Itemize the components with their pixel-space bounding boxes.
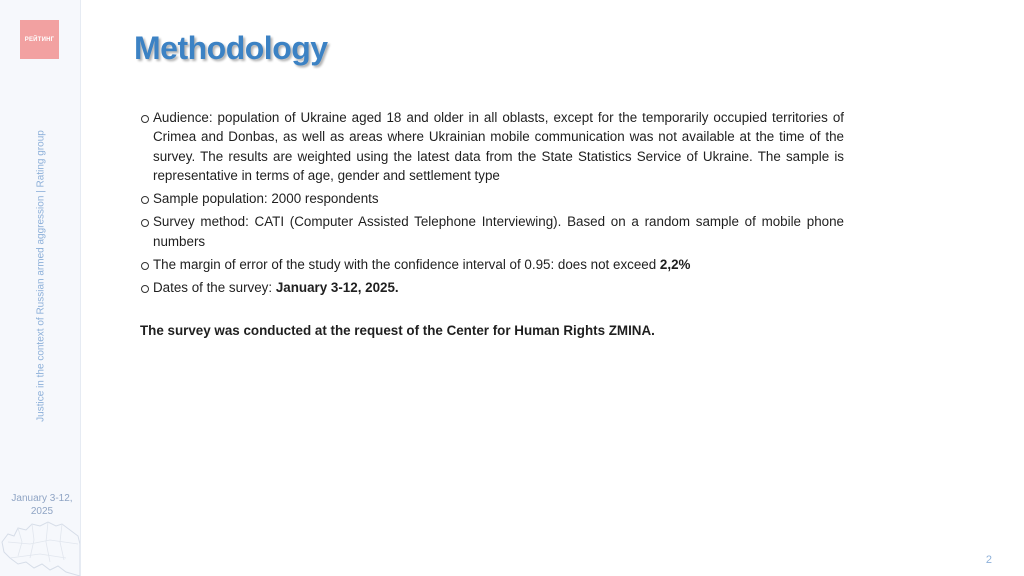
- bullet-text: The margin of error of the study with the confidence interval of 0.95: does not exceed: [153, 257, 660, 273]
- ukraine-map-icon: [0, 512, 80, 576]
- list-item: [140, 212, 844, 251]
- rating-logo: [20, 20, 59, 59]
- list-item: [140, 189, 844, 208]
- survey-dates-value: January 3-12, 2025.: [275, 280, 399, 296]
- page-title: Methodology: [134, 30, 328, 66]
- methodology-content: [140, 108, 844, 353]
- logo-text: РЕЙТИНГ: [24, 36, 55, 43]
- survey-request-note: The survey was conducted at the request of the Center for Human Rights ZMINA.: [140, 322, 655, 338]
- margin-of-error-value: 2,2%: [659, 257, 691, 273]
- bullet-text: Audience: population of Ukraine aged 18 and older in all oblasts, except for the temporarily occupied territories of Crimea and Donbas, as well as areas where Ukrainian mobile communication was not available at the time of the survey. The results are weighted using the latest data from the State Statistics Service of Ukraine. The sample is representative in terms of age, gender and settlement type: [153, 110, 844, 183]
- bullet-text: Sample population: 2000 respondents: [153, 191, 379, 207]
- list-item: [140, 278, 844, 297]
- page-number: 2: [985, 554, 992, 566]
- list-item: [140, 255, 844, 274]
- list-item: [140, 108, 844, 185]
- vertical-caption: Justice in the context of Russian armed aggression | Rating group: [35, 130, 47, 422]
- sidebar-date: January 3-12, 2025: [11, 493, 73, 517]
- methodology-list: [140, 108, 844, 298]
- bullet-text: Dates of the survey:: [153, 280, 276, 296]
- sidebar: [0, 0, 81, 576]
- bullet-text: Survey method: CATI (Computer Assisted Telephone Interviewing). Based on a random sample of mobile phone numbers: [153, 214, 844, 249]
